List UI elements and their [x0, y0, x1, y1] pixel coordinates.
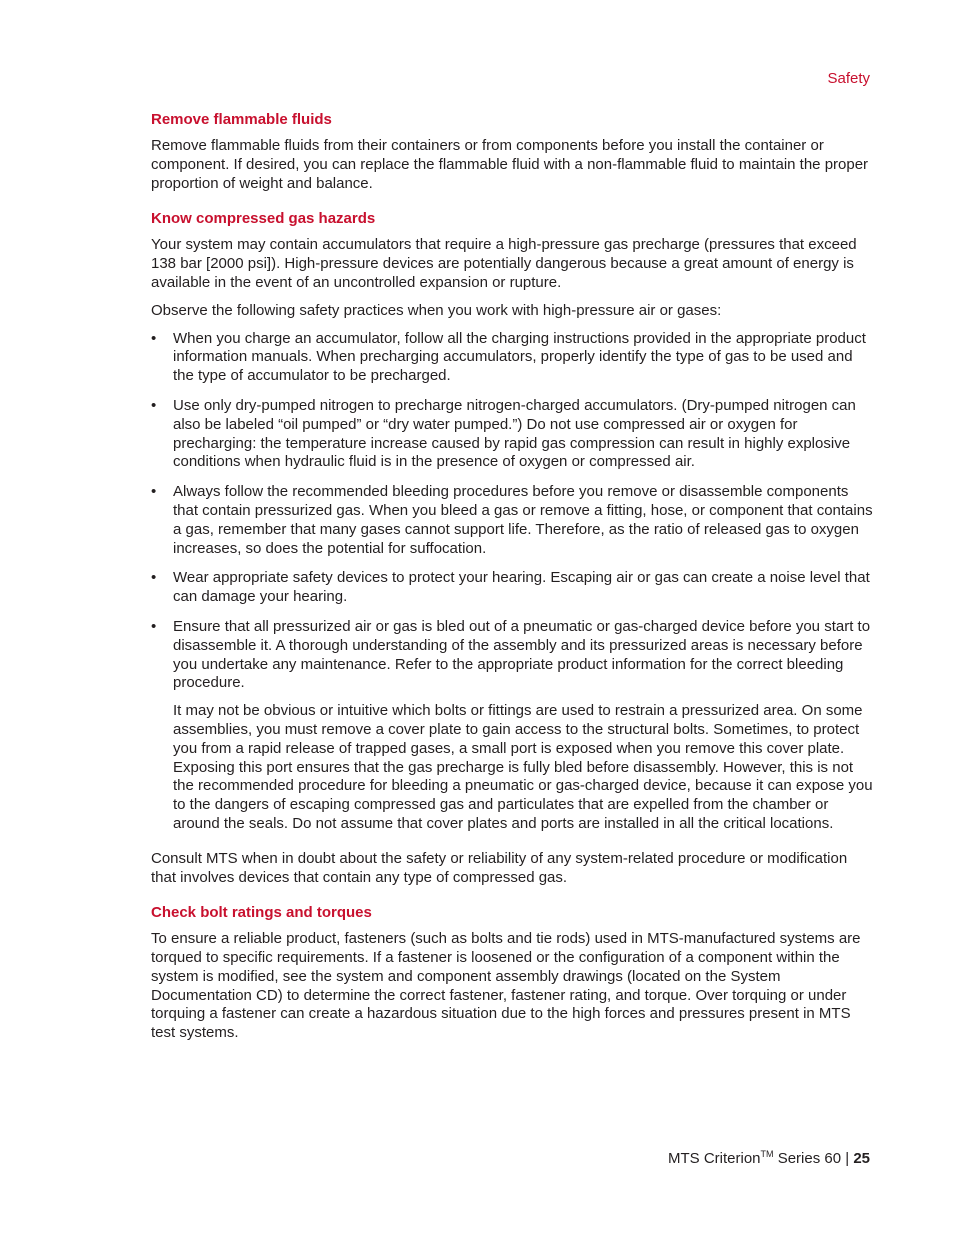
list-item: [151, 569, 873, 607]
bullet-marker: •: [151, 329, 157, 347]
page-footer: [668, 1149, 870, 1167]
list-item-text: Always follow the recommended bleeding procedures before you remove or disassemble components that contain pressurized gas. When you bleed a gas or remove a fitting, hose, or component that contains a gas, remember that many gases cannot support life. Therefore, as the ratio of released gas to oxygen increases, so does the potential for suffocation.: [173, 483, 873, 557]
list-item-text: Use only dry-pumped nitrogen to precharge nitrogen-charged accumulators. (Dry-pumped nitrogen can also be labeled “oil pumped” or “dry water pumped.”) Do not use compressed air or oxygen for precharging: the temperature increase caused by rapid gas compression can result in highly explosive conditions when hydraulic fluid is in the presence of oxygen or compressed air.: [173, 396, 856, 471]
running-header-section: Safety: [827, 70, 870, 87]
footer-series: Series 60: [777, 1150, 842, 1167]
body-paragraph: To ensure a reliable product, fasteners (such as bolts and tie rods) used in MTS-manufactured systems are torqued to specific requirements. If a fastener is loosened or the configuration of a component within the system is modified, see the system and component assembly drawings (located on the System Documentation CD) to determine the correct fastener, fastener rating, and torque. Over torquing or under torquing a fastener can create a hazardous situation due to the high forces and pressures present in MTS test systems.: [151, 930, 861, 1042]
body-paragraph: Your system may contain accumulators that require a high-pressure gas precharge (pressures that exceed 138 bar [2000 psi]). High-pressure devices are potentially dangerous because a great amount of energy is available in the event of an uncontrolled expansion or rupture.: [151, 236, 857, 291]
list-item: [151, 397, 873, 472]
page-body: [151, 110, 873, 1043]
closing-paragraph: Consult MTS when in doubt about the safety or reliability of any system-related procedure or modification that involves devices that contain any type of compressed gas.: [151, 849, 848, 886]
section-heading: Remove flammable fluids: [151, 111, 332, 128]
trademark-symbol: TM: [760, 1149, 774, 1159]
page-number: 25: [853, 1150, 870, 1167]
list-item: [151, 330, 873, 386]
section-compressed-gas-hazards: [151, 209, 873, 887]
body-paragraph: Remove flammable fluids from their containers or from components before you install the container or component. If desired, you can replace the flammable fluid with a non-flammable fluid to maintain the proper proportion of weight and balance.: [151, 137, 869, 192]
list-item-text: When you charge an accumulator, follow all the charging instructions provided in the appropriate product information manuals. When precharging accumulators, properly identify the type of gas to be used and the type of accumulator to be precharged.: [173, 329, 866, 385]
list-item: [151, 483, 873, 558]
section-remove-flammable-fluids: [151, 110, 873, 193]
section-heading: Know compressed gas hazards: [151, 210, 376, 228]
list-item: [151, 618, 873, 834]
list-item-text: Wear appropriate safety devices to protect your hearing. Escaping air or gas can create a noise level that can damage your hearing.: [173, 569, 870, 606]
bullet-marker: •: [151, 617, 157, 635]
list-item-text: Ensure that all pressurized air or gas is bled out of a pneumatic or gas-charged device before you start to disassemble it. A thorough understanding of the assembly and its pressurized areas is necessary before you undertake any maintenance. Refer to the appropriate product information for the correct bleeding procedure.: [173, 617, 871, 692]
body-paragraph: Observe the following safety practices when you work with high-pressure air or gases:: [151, 301, 722, 319]
footer-separator: |: [845, 1150, 850, 1167]
section-bolt-ratings-torques: [151, 903, 873, 1043]
list-item-note: It may not be obvious or intuitive which bolts or fittings are used to restrain a pressurized area. On some assemblies, you must remove a cover plate to gain access to the structural bolts. Sometimes, to protect you from a rapid release of trapped gases, a small port is exposed when you remove this cover plate. Exposing this port ensures that the gas precharge is fully bled before disassembly. However, this is not the recommended procedure for bleeding a pneumatic or gas-charged device, because it can expose you to the dangers of escaping compressed gas and particulates that are expelled from the chamber or around the seals. Do not assume that cover plates and ports are installed in all the critical locations.: [173, 702, 873, 832]
bullet-marker: •: [151, 396, 157, 414]
section-heading: Check bolt ratings and torques: [151, 904, 372, 922]
bullet-marker: •: [151, 483, 157, 501]
bullet-marker: •: [151, 569, 157, 587]
safety-practices-list: [151, 330, 873, 834]
footer-product: MTS Criterion: [668, 1150, 761, 1167]
